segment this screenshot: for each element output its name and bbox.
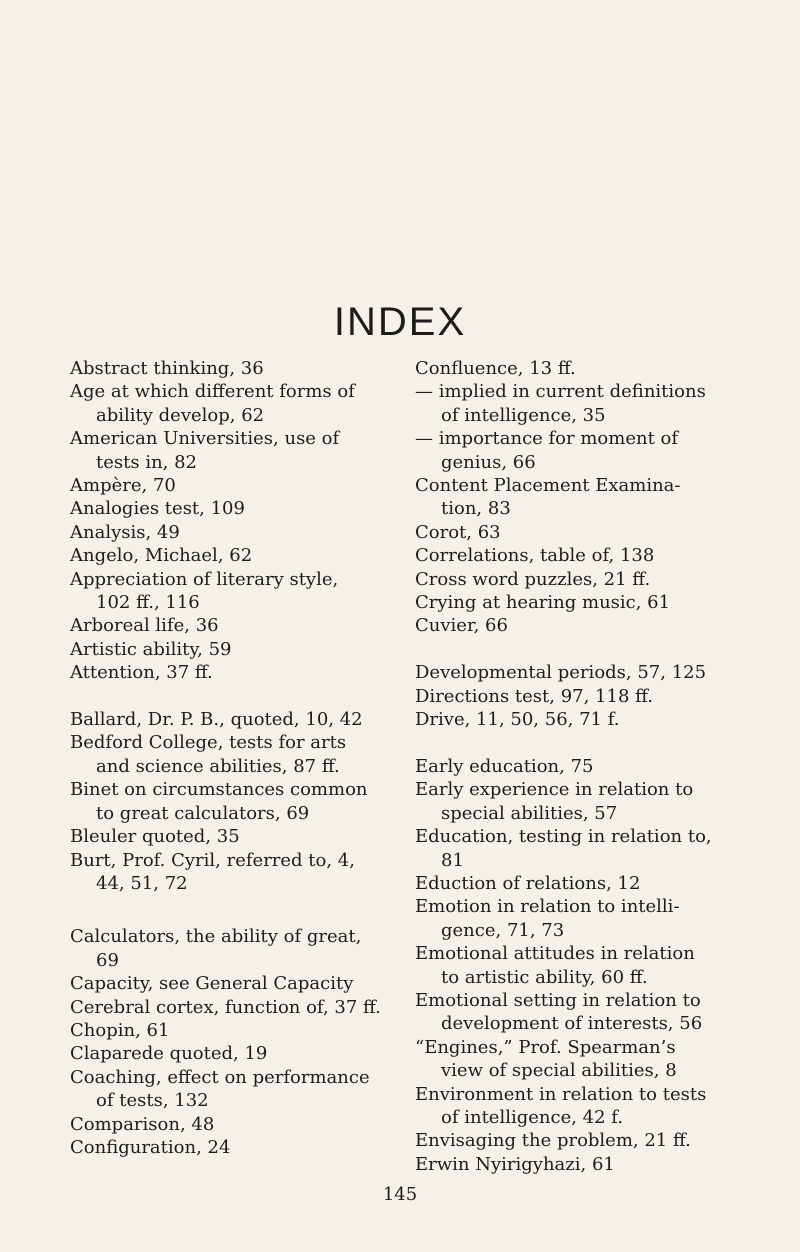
index-entry (70, 731, 385, 778)
index-entry-continuation: to artistic ability, 60 ff. (441, 966, 648, 988)
index-entry-continuation: of tests, 132 (96, 1090, 209, 1112)
index-entry-heading: Eduction of relations, 12 (415, 872, 641, 894)
index-entry (415, 1036, 730, 1083)
index-entry-heading: Capacity, see General Capacity (70, 973, 354, 995)
index-entry-heading: Cross word puzzles, 21 ff. (415, 568, 651, 590)
index-entry-heading: Artistic ability, 59 (70, 638, 232, 660)
index-entry (415, 427, 730, 474)
index-entry-heading: Developmental periods, 57, 125 (415, 662, 707, 684)
index-entry-heading: Ballard, Dr. P. B., quoted, 10, 42 (70, 709, 363, 731)
index-entry-heading: Claparede quoted, 19 (70, 1043, 268, 1065)
index-entry-heading: Emotional attitudes in relation (415, 943, 695, 965)
index-entry-heading: — importance for moment of (415, 428, 679, 450)
index-entry-heading: Cerebral cortex, function of, 37 ff. (70, 996, 381, 1018)
index-entry-heading: Corot, 63 (415, 521, 501, 543)
index-entry (70, 1136, 385, 1159)
index-entry (415, 872, 730, 895)
index-entry (70, 1019, 385, 1042)
index-entry (70, 972, 385, 995)
index-entry-heading: Emotion in relation to intelli- (415, 896, 680, 918)
index-entry-continuation: 44, 51, 72 (96, 872, 188, 894)
index-entry-heading: Configuration, 24 (70, 1136, 231, 1158)
index-entry-heading: Correlations, table of, 138 (415, 545, 655, 567)
index-entry-heading: Arboreal life, 36 (70, 615, 219, 637)
index-entry-heading: Confluence, 13 ff. (415, 358, 576, 379)
index-entry (415, 755, 730, 778)
index-entry-continuation: of intelligence, 42 f. (441, 1106, 624, 1128)
index-entry-heading: Cuvier, 66 (415, 615, 508, 637)
index-entry-heading: Content Placement Examina- (415, 475, 681, 497)
index-entry (70, 1113, 385, 1136)
index-entry (415, 778, 730, 825)
index-entry-continuation: tests in, 82 (96, 451, 198, 473)
index-entry-continuation: gence, 71, 73 (441, 919, 565, 941)
index-entry-heading: Chopin, 61 (70, 1019, 170, 1041)
index-entry (415, 1083, 730, 1130)
index-entry-continuation: tion, 83 (441, 498, 511, 520)
index-entry (70, 614, 385, 637)
index-entry (415, 544, 730, 567)
index-entry-continuation: view of special abilities, 8 (441, 1060, 677, 1082)
index-entry (415, 568, 730, 591)
index-entry-heading: Bleuler quoted, 35 (70, 826, 240, 848)
index-entry (415, 895, 730, 942)
index-entry-heading: Emotional setting in relation to (415, 989, 701, 1011)
index-entry (70, 708, 385, 731)
index-entry-heading: Early experience in relation to (415, 779, 694, 801)
index-entry (70, 1066, 385, 1113)
index-entry (415, 521, 730, 544)
index-entry-heading: Comparison, 48 (70, 1113, 215, 1135)
index-entry (70, 925, 385, 972)
index-entry-heading: Envisaging the problem, 21 ff. (415, 1130, 691, 1152)
index-entry-heading: Coaching, effect on performance (70, 1066, 370, 1088)
index-entry (415, 989, 730, 1036)
index-entry-heading: Abstract thinking, 36 (70, 358, 264, 379)
index-entry-heading: “Engines,” Prof. Spearman’s (415, 1036, 676, 1058)
index-entry-heading: Ampère, 70 (70, 475, 176, 497)
index-entry-heading: Analysis, 49 (70, 521, 180, 543)
index-entry-heading: Directions test, 97, 118 ff. (415, 685, 653, 707)
index-entry-heading: Drive, 11, 50, 56, 71 f. (415, 709, 620, 731)
index-entry-continuation: 102 ff., 116 (96, 592, 200, 614)
index-entry (70, 521, 385, 544)
index-entry (415, 825, 730, 872)
index-entry-heading: Binet on circumstances common (70, 779, 368, 801)
index-entry (415, 685, 730, 708)
index-entry-continuation: special abilities, 57 (441, 802, 618, 824)
index-entry-continuation: to great calculators, 69 (96, 802, 310, 824)
index-entry (70, 427, 385, 474)
index-entry-heading: Burt, Prof. Cyril, referred to, 4, (70, 849, 355, 871)
entry-gap (415, 731, 730, 754)
index-entry (70, 849, 385, 896)
index-entry-heading: Early education, 75 (415, 755, 594, 777)
index-entry (70, 497, 385, 520)
entry-gap (70, 895, 385, 925)
index-entry (70, 380, 385, 427)
index-entry (415, 474, 730, 521)
index-entry-heading: Education, testing in relation to, (415, 826, 712, 848)
index-entry-continuation: 69 (96, 949, 119, 971)
index-entry (415, 942, 730, 989)
entry-gap (70, 685, 385, 708)
index-entry (415, 708, 730, 731)
index-entry (415, 661, 730, 684)
index-entry (70, 778, 385, 825)
index-entry (70, 996, 385, 1019)
index-entry-heading: Erwin Nyirigyhazi, 61 (415, 1153, 615, 1175)
index-entry-heading: American Universities, use of (70, 428, 340, 450)
index-entry-heading: Calculators, the ability of great, (70, 926, 362, 948)
index-entry-heading: Age at which different forms of (70, 381, 355, 403)
index-entry-continuation: 81 (441, 849, 464, 871)
index-entry (70, 1042, 385, 1065)
index-entry (70, 357, 385, 380)
index-entry-heading: Analogies test, 109 (70, 498, 245, 520)
index-entry (415, 1129, 730, 1152)
index-column-right (415, 357, 730, 1176)
index-entry-continuation: ability develop, 62 (96, 404, 265, 426)
index-entry-continuation: development of interests, 56 (441, 1013, 703, 1035)
page-number: 145 (382, 1184, 418, 1205)
index-entry-heading: Appreciation of literary style, (70, 568, 339, 590)
page-title: INDEX (333, 300, 467, 344)
index-entry-continuation: genius, 66 (441, 451, 536, 473)
index-entry (70, 568, 385, 615)
index-entry (415, 591, 730, 614)
index-entry (70, 661, 385, 684)
index-entry-continuation: of intelligence, 35 (441, 404, 606, 426)
index-entry-continuation: and science abilities, 87 ff. (96, 755, 340, 777)
index-entry (415, 1153, 730, 1176)
index-entry-heading: Attention, 37 ff. (70, 662, 213, 684)
index-entry (70, 544, 385, 567)
index-entry-heading: Bedford College, tests for arts (70, 732, 347, 754)
index-entry (415, 614, 730, 637)
index-entry-heading: — implied in current definitions (415, 381, 706, 403)
index-entry (70, 474, 385, 497)
entry-gap (415, 638, 730, 661)
index-entry-heading: Environment in relation to tests (415, 1083, 707, 1105)
index-entry (415, 357, 730, 380)
index-entry-heading: Crying at hearing music, 61 (415, 592, 671, 614)
index-entry (70, 825, 385, 848)
index-entry (415, 380, 730, 427)
index-column-left (70, 357, 385, 1159)
index-entry (70, 638, 385, 661)
index-entry-heading: Angelo, Michael, 62 (70, 545, 253, 567)
